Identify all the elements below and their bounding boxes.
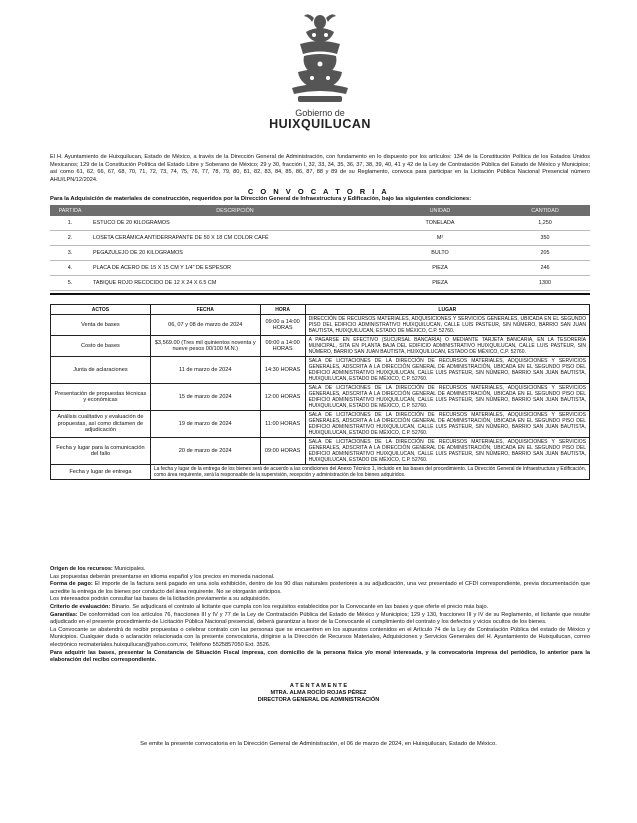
quantity-cell: 246: [500, 261, 590, 276]
act-cell: Fecha y lugar para la comunicación del fallo: [51, 438, 151, 465]
logo-wordmark: HUIXQUILUCAN: [269, 117, 371, 131]
description-cell: ESTUCO DE 20 KILOGRAMOS: [90, 216, 380, 231]
intro-paragraph: El H. Ayuntamiento de Huixquilucan, Estado de México, a través de la Dirección General de Administración, con fundamento en lo dispuesto por los artículos: 134 de la Constitución Política de los Estados Unidos Mexicanos; 129 de la Constitución Política del Estado Libre y Soberano de México; 29 y 30, fracción I, 32, 33, 34, 35, 36, 37, 38, 39, 40, 41 y 42 de la Ley de Contratación Pública del Estado de México y Municipios; así como 61, 62, 66, 67, 68, 70, 71, 72, 73, 74, 75, 76, 77, 78, 79, 80, 81, 82, 83, 84, 85, 86, 87, 88 y 89 de su Reglamento, convoca para participar en la Licitación Pública Nacional Presencial número AHU/LPN/12/2024.: [50, 154, 590, 183]
date-cell: 11 de marzo de 2024: [150, 357, 260, 384]
quantity-cell: 1,250: [500, 216, 590, 231]
delivery-text-cell: La fecha y lugar de la entrega de los bienes será de acuerdo a las condiciones del Anexo Técnico 1, incluido en las bases del procedimiento. La Dirección General de Infraestructura y Edificación, como área requirente, será la responsable de la supervisión, recepción y administración de los bienes adquiridos.: [150, 465, 589, 480]
description-cell: PEGAZULEJO DE 20 KILOGRAMOS: [90, 246, 380, 261]
partida-cell: 3.: [50, 246, 90, 261]
payment-paragraph: [50, 581, 590, 596]
time-cell: 11:00 HORAS: [260, 411, 305, 438]
time-cell: 09:00 a 14:00 HORAS: [260, 315, 305, 336]
table-row: [50, 216, 590, 231]
table-row: [50, 276, 590, 291]
table-row: [51, 357, 590, 384]
signature-block: [0, 683, 637, 704]
partida-cell: 5.: [50, 276, 90, 291]
guarantees-value: De conformidad con los artículos 76, fracciones III y IV y 77 de la Ley de Contratación Pública del Estado de México y Municipios; 129 y 130, fracciones III y IV de su Reglamento, el licitante que resulte adjudicado en el presente procedimiento de Licitación Pública Nacional presencial, deberá garantizar a favor de la Convocante el cumplimiento del contrato y los defectos y vicios ocultos de los bienes.: [50, 611, 590, 626]
schedule-header-cell: LUGAR: [305, 305, 589, 315]
schedule-table: [50, 304, 590, 480]
unit-cell: PIEZA: [380, 261, 500, 276]
payment-label: Forma de pago:: [50, 581, 93, 588]
materials-header-cell: PARTIDA: [50, 205, 90, 216]
consult-paragraph: Los interesados podrán consultar las bases de la licitación previamente a su adquisición.: [50, 596, 271, 603]
schedule-header-cell: FECHA: [150, 305, 260, 315]
act-cell: Costo de bases: [51, 336, 151, 357]
origin-paragraph: [50, 566, 590, 574]
time-cell: 14:30 HORAS: [260, 357, 305, 384]
schedule-header-cell: HORA: [260, 305, 305, 315]
act-cell: Junta de aclaraciones: [51, 357, 151, 384]
contact-paragraph: La Convocante se abstendrá de recibir propuestas o celebrar contrato con las personas que se encuentren en los supuestos contenidos en el Artículo 74 de la Ley de Contratación Pública del estado de México y Municipios. Cualquier duda o aclaración relacionada con la presente convocatoria, dirigirse a la Dirección de Recursos Materiales, Adquisiciones y Servicios Generales del H. Ayuntamiento de Huixquilucan, correo electrónico recmateriales.huixquilucan@yahoo.com.mx, Teléfono 5525857050 Ext. 3526.: [50, 626, 590, 648]
unit-cell: BULTO: [380, 246, 500, 261]
materials-header-cell: UNIDAD: [380, 205, 500, 216]
schedule-header-cell: ACTOS: [51, 305, 151, 315]
table-row: [50, 261, 590, 276]
materials-subtitle-text: Para la Adquisición de materiales de construcción, requeridos por la Dirección General de Infraestructura y Edificación, bajo las siguientes condiciones:: [50, 196, 472, 202]
table-row: [51, 384, 590, 411]
evaluation-label: Criterio de evaluación:: [50, 603, 111, 610]
materials-header-cell: DESCRIPCIÓN: [90, 205, 380, 216]
evaluation-paragraph: [50, 604, 590, 612]
table-row: [51, 411, 590, 438]
quantity-cell: 1300: [500, 276, 590, 291]
quantity-cell: 350: [500, 231, 590, 246]
time-cell: 09:00 HORAS: [260, 438, 305, 465]
jaguar-emblem-icon: [284, 8, 356, 108]
description-cell: PLACA DE ACERO DE 15 X 15 CM Y 1/4" DE ESPESOR: [90, 261, 380, 276]
language-paragraph: Las propuestas deberán presentarse en idioma español y los precios en moneda nacional.: [50, 573, 275, 580]
materials-header-row: [50, 205, 590, 216]
act-cell: Presentación de propuestas técnicas y económicas: [51, 384, 151, 411]
description-cell: TABIQUE ROJO RECOCIDO DE 12 X 24 X 6.5 CM: [90, 276, 380, 291]
unit-cell: M²: [380, 231, 500, 246]
place-cell: SALA DE LICITACIONES DE LA DIRECCIÓN DE RECURSOS MATERIALES, ADQUISICIONES Y SERVICIOS GENERALES, ADSCRITA A LA DIRECCIÓN GENERAL DE ADMINISTRACIÓN, UBICADA EN EL SEGUNDO PISO DEL EDIFICIO ADMINISTRATIVO HUIXQUILUCAN, CALLE LUIS PASTEUR, SIN NÚMERO, BARRIO SAN JUAN BAUTISTA, HUIXQUILUCAN, ESTADO DE MÉXICO, C.P. 52760.: [305, 357, 589, 384]
unit-cell: PIEZA: [380, 276, 500, 291]
table-row: [51, 336, 590, 357]
partida-cell: 2.: [50, 231, 90, 246]
table-row: [51, 438, 590, 465]
place-cell: DIRECCIÓN DE RECURSOS MATERIALES, ADQUISICIONES Y SERVICIOS GENERALES, UBICADA EN EL SEGUNDO PISO DEL EDIFICIO ADMINISTRATIVO HUIXQUILUCAN, CALLE LUIS PASTEUR, SIN NÚMERO, BARRIO SAN JUAN BAUTISTA, HUIXQUILUCAN, ESTADO DE MÉXICO, C.P. 52760.: [305, 315, 589, 336]
place-cell: SALA DE LICITACIONES DE LA DIRECCIÓN DE RECURSOS MATERIALES, ADQUISICIONES Y SERVICIOS GENERALES, ADSCRITA A LA DIRECCIÓN GENERAL DE ADMINISTRACIÓN, UBICADA EN EL SEGUNDO PISO DEL EDIFICIO ADMINISTRATIVO HUIXQUILUCAN, CALLE LUIS PASTEUR, SIN NÚMERO, BARRIO SAN JUAN BAUTISTA, HUIXQUILUCAN, ESTADO DE MÉXICO, C.P. 52760.: [305, 384, 589, 411]
section-divider: [50, 293, 590, 295]
table-row: [51, 465, 590, 480]
table-row: [50, 246, 590, 261]
description-cell: LOSETA CERÁMICA ANTIDERRAPANTE DE 50 X 18 CM COLOR CAFÉ: [90, 231, 380, 246]
partida-cell: 1.: [50, 216, 90, 231]
signer-name: MTRA. ALMA ROCÍO ROJAS PÉREZ: [270, 690, 367, 696]
materials-table: [50, 205, 590, 291]
schedule-header-row: [51, 305, 590, 315]
date-cell: 15 de marzo de 2024: [150, 384, 260, 411]
requirements-paragraph: [50, 650, 590, 665]
delivery-label-cell: Fecha y lugar de entrega: [51, 465, 151, 480]
sign-salutation: A T E N T A M E N T E: [289, 683, 348, 689]
place-cell: SALA DE LICITACIONES DE LA DIRECCIÓN DE RECURSOS MATERIALES, ADQUISICIONES Y SERVICIOS GENERALES, ADSCRITA A LA DIRECCIÓN GENERAL DE ADMINISTRACIÓN, UBICADA EN EL SEGUNDO PISO DEL EDIFICIO ADMINISTRATIVO HUIXQUILUCAN, CALLE LUIS PASTEUR, SIN NÚMERO, BARRIO SAN JUAN BAUTISTA, HUIXQUILUCAN, ESTADO DE MÉXICO, C.P. 52760.: [305, 438, 589, 465]
place-cell: SALA DE LICITACIONES DE LA DIRECCIÓN DE RECURSOS MATERIALES, ADQUISICIONES Y SERVICIOS GENERALES, ADSCRITA A LA DIRECCIÓN GENERAL DE ADMINISTRACIÓN, UBICADA EN EL SEGUNDO PISO DEL EDIFICIO ADMINISTRATIVO HUIXQUILUCAN, CALLE LUIS PASTEUR, SIN NÚMERO, BARRIO SAN JUAN BAUTISTA, HUIXQUILUCAN, ESTADO DE MÉXICO, C.P. 52760.: [305, 411, 589, 438]
time-cell: 12:00 HORAS: [260, 384, 305, 411]
payment-value: El importe de la factura será pagado en una sola exhibición, dentro de los 90 días naturales posteriores a su adjudicación, una vez presentado el CFDI correspondiente, previa documentación que acredite la entrega de los bienes por conducto del área requirente. No se otorgarán anticipos.: [50, 581, 590, 595]
logo-caption: Gobierno de: [295, 108, 345, 118]
signer-title: DIRECTORA GENERAL DE ADMINISTRACIÓN: [257, 697, 380, 703]
conditions-text: [50, 566, 590, 665]
origin-value: Municipales.: [114, 566, 146, 572]
time-cell: 09:00 a 14:00 HORAS: [260, 336, 305, 357]
date-cell: 06, 07 y 08 de marzo de 2024: [150, 315, 260, 336]
materials-subtitle: [50, 196, 590, 203]
table-row: [51, 315, 590, 336]
act-cell: Venta de bases: [51, 315, 151, 336]
act-cell: Análisis cualitativo y evaluación de propuestas, así como dictamen de adjudicación: [51, 411, 151, 438]
date-cell: $3,569.00 (Tres mil quinientos noventa y nueve pesos 00/100 M.N.): [150, 336, 260, 357]
requirements-text: Para adquirir las bases, presentar la Constancia de Situación Fiscal impresa, con domicilio de la persona física y/o moral interesada, y la convocatoria impresa del periódico, lo anterior para la elaboración del recibo correspondiente.: [50, 649, 590, 664]
convocatoria-heading: C O N V O C A T O R I A: [247, 187, 390, 196]
unit-cell: TONELADA: [380, 216, 500, 231]
table-row: [50, 231, 590, 246]
guarantees-paragraph: [50, 612, 590, 627]
quantity-cell: 205: [500, 246, 590, 261]
huixquilucan-logo: [268, 8, 372, 136]
date-cell: 20 de marzo de 2024: [150, 438, 260, 465]
guarantees-label: Garantías:: [50, 611, 78, 618]
evaluation-value: Binario. Se adjudicará el contrato al licitante que cumpla con los requisitos establecidos por la Convocante en las bases y que oferte el precio más bajo.: [111, 603, 489, 610]
materials-header-cell: CANTIDAD: [500, 205, 590, 216]
partida-cell: 4.: [50, 261, 90, 276]
place-cell: A PAGARSE EN EFECTIVO (SUCURSAL BANCARIA) O MEDIANTE TARJETA BANCARIA, EN LA TESORERÍA MUNICIPAL, SITA EN PLANTA BAJA DEL EDIFICIO ADMINISTRATIVO HUIXQUILUCAN, CALLE LUIS PASTEUR, SIN NÚMERO, BARRIO SAN JUAN BAUTISTA, HUIXQUILUCAN, ESTADO DE MÉXICO, C.P. 52760.: [305, 336, 589, 357]
issue-note: Se emite la presente convocatoria en la Dirección General de Administración, el 06 de marzo de 2024, en Huixquilucan, Estado de México.: [140, 741, 497, 747]
origin-label: Origen de los recursos:: [50, 566, 113, 572]
date-cell: 19 de marzo de 2024: [150, 411, 260, 438]
